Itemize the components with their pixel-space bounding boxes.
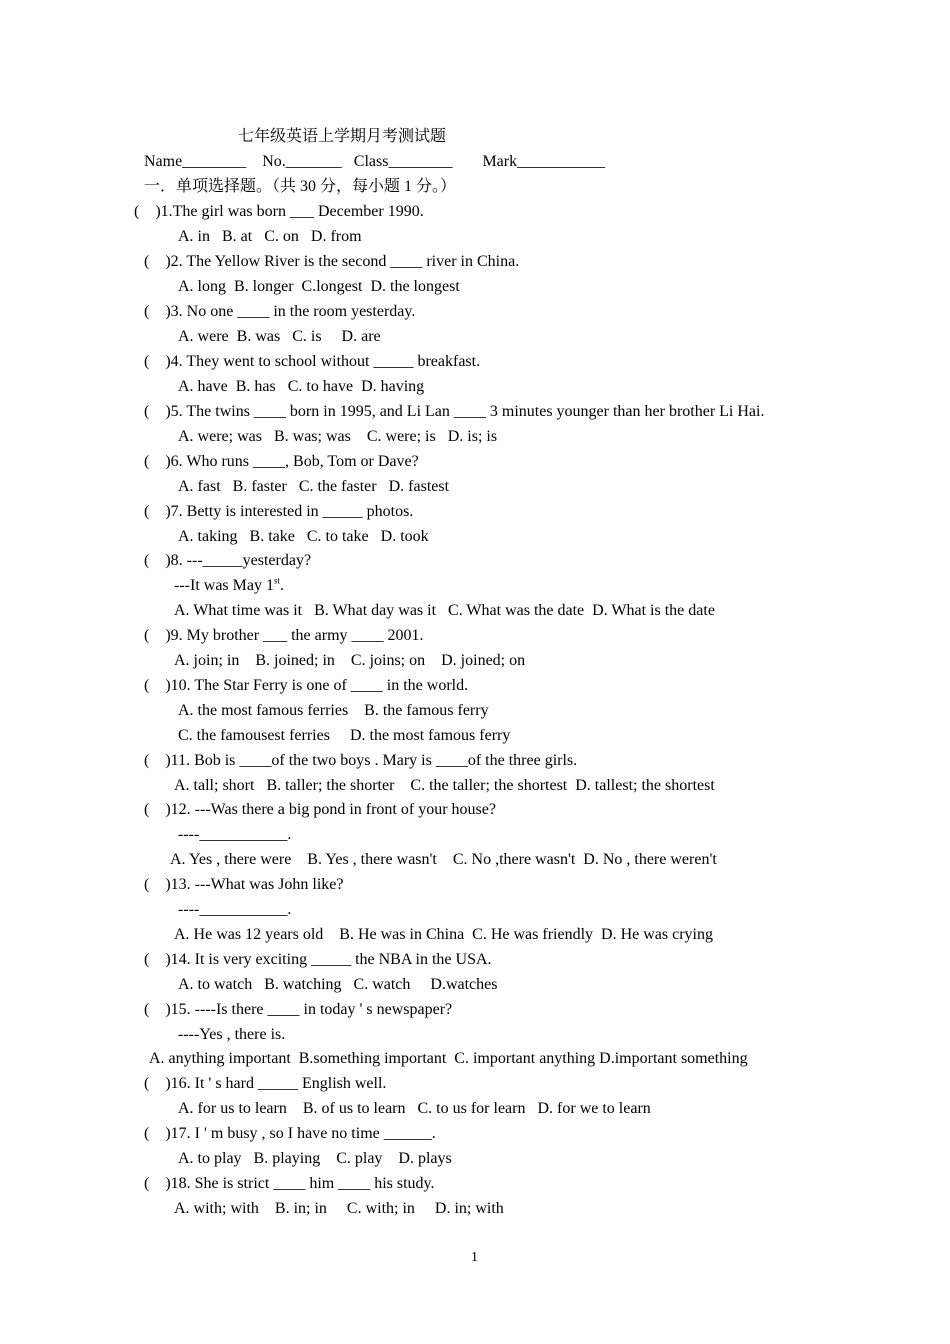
question-10: ( )10. The Star Ferry is one of ____ in the world. (144, 677, 469, 694)
question-6-options: A. fast B. faster C. the faster D. fastest (178, 478, 450, 495)
question-2: ( )2. The Yellow River is the second ____ river in China. (144, 253, 520, 270)
question-17-options: A. to play B. playing C. play D. plays (178, 1150, 452, 1167)
class-field: Class________ (353, 153, 453, 170)
question-7-options: A. taking B. take C. to take D. took (178, 528, 429, 545)
question-15-answer-line: ----Yes , there is. (178, 1026, 286, 1043)
question-13-options: A. He was 12 years old B. He was in China C. He was friendly D. He was crying (174, 926, 713, 943)
question-3: ( )3. No one ____ in the room yesterday. (144, 303, 416, 320)
question-14: ( )14. It is very exciting _____ the NBA in the USA. (144, 951, 492, 968)
number-field: No._______ (262, 153, 342, 170)
question-18-options: A. with; with B. in; in C. with; in D. in; with (174, 1200, 504, 1217)
answer-period: . (279, 577, 284, 594)
question-18: ( )18. She is strict ____ him ____ his study. (144, 1175, 435, 1192)
question-2-options: A. long B. longer C.longest D. the longest (178, 278, 460, 295)
question-8-answer-line (174, 576, 284, 596)
question-11: ( )11. Bob is ____of the two boys . Mary is ____of the three girls. (144, 752, 578, 769)
ordinal-suffix: st (273, 575, 280, 586)
mark-field: Mark___________ (482, 153, 606, 170)
page-title: 七年级英语上学期月考测试题 (238, 128, 447, 145)
question-12-options: A. Yes , there were B. Yes , there wasn't C. No ,there wasn't D. No , there weren't (170, 851, 717, 868)
question-11-options: A. tall; short B. taller; the shorter C. the taller; the shortest D. tallest; the shortest (174, 777, 715, 794)
question-15-options: A. anything important B.something important C. important anything D.important something (149, 1050, 748, 1067)
question-13-answer-line: ----___________. (178, 901, 292, 918)
question-5: ( )5. The twins ____ born in 1995, and Li Lan ____ 3 minutes younger than her brother Li Hai. (144, 403, 765, 420)
question-7: ( )7. Betty is interested in _____ photos. (144, 503, 414, 520)
question-12: ( )12. ---Was there a big pond in front of your house? (144, 801, 496, 818)
question-1-options: A. in B. at C. on D. from (178, 228, 362, 245)
name-field: Name________ (144, 153, 247, 170)
question-1: ( )1.The girl was born ___ December 1990. (134, 203, 424, 220)
question-8: ( )8. ---_____yesterday? (144, 552, 312, 569)
question-16: ( )16. It ' s hard _____ English well. (144, 1075, 387, 1092)
question-10-options-cd: C. the famousest ferries D. the most famous ferry (178, 727, 511, 744)
section-heading: 一．单项选择题。（共 30 分，每小题 1 分。） (144, 178, 457, 195)
question-4-options: A. have B. has C. to have D. having (178, 378, 425, 395)
question-8-options: A. What time was it B. What day was it C. What was the date D. What is the date (174, 602, 715, 619)
question-3-options: A. were B. was C. is D. are (178, 328, 381, 345)
question-12-answer-line: ----___________. (178, 826, 292, 843)
question-9-options: A. join; in B. joined; in C. joins; on D. joined; on (174, 652, 526, 669)
question-9: ( )9. My brother ___ the army ____ 2001. (144, 627, 424, 644)
student-info-header (144, 152, 605, 172)
question-13: ( )13. ---What was John like? (144, 876, 344, 893)
question-14-options: A. to watch B. watching C. watch D.watches (178, 976, 498, 993)
question-16-options: A. for us to learn B. of us to learn C. to us for learn D. for we to learn (178, 1100, 651, 1117)
question-4: ( )4. They went to school without _____ breakfast. (144, 353, 481, 370)
question-10-options-ab: A. the most famous ferries B. the famous ferry (178, 702, 489, 719)
question-17: ( )17. I ' m busy , so I have no time ______. (144, 1125, 436, 1142)
page-number: 1 (471, 1250, 478, 1265)
question-5-options: A. were; was B. was; was C. were; is D. is; is (178, 428, 498, 445)
question-15: ( )15. ----Is there ____ in today ' s newspaper? (144, 1001, 453, 1018)
answer-text: ---It was May 1 (174, 577, 274, 594)
question-6: ( )6. Who runs ____, Bob, Tom or Dave? (144, 453, 419, 470)
